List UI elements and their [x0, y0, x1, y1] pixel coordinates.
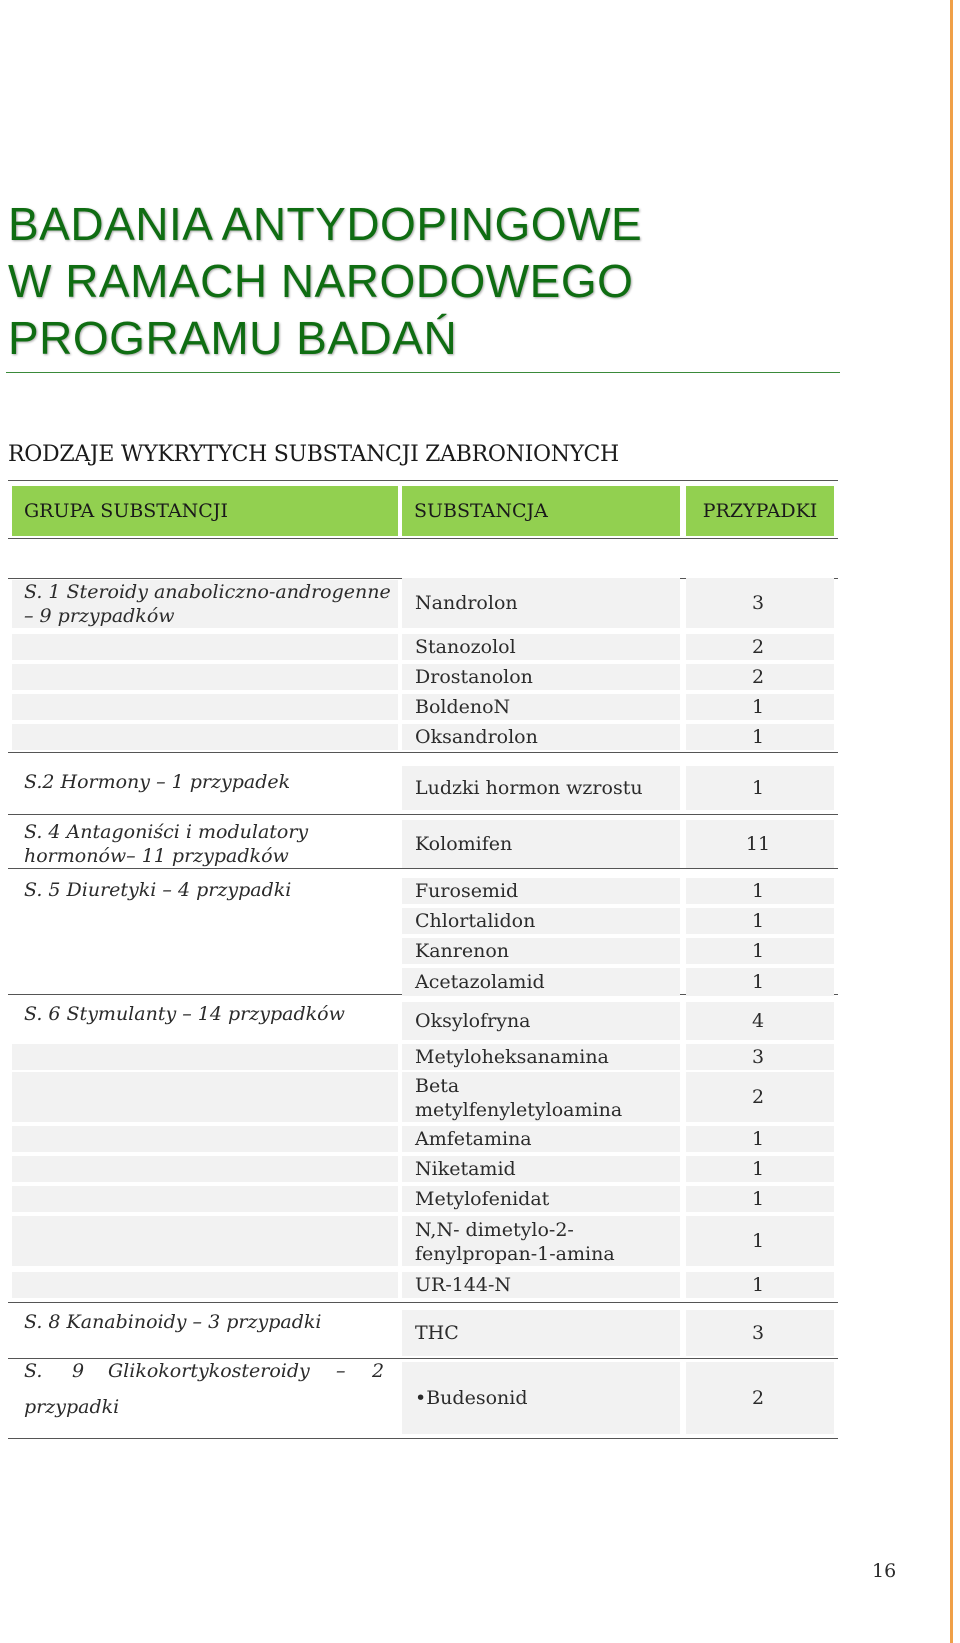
substance-name: Acetazolamid: [415, 971, 545, 993]
substance-name: THC: [415, 1322, 459, 1344]
header-rule-top: [8, 480, 838, 481]
header-rule-bottom: [8, 538, 838, 539]
group-rule: [8, 814, 838, 815]
title-underline: [6, 372, 840, 373]
case-count: 1: [751, 1128, 765, 1150]
case-count: 1: [751, 696, 765, 718]
group-label: S. 8 Kanabinoidy – 3 przypadki: [24, 1311, 322, 1333]
substance-name: Furosemid: [415, 880, 519, 902]
group-cell-bg: [12, 1272, 398, 1298]
table-caption: RODZAJE WYKRYTYCH SUBSTANCJI ZABRONIONYCH: [8, 442, 619, 467]
substance-name: Beta metylfenyletyloamina: [415, 1075, 623, 1121]
case-count: 1: [751, 1188, 765, 1210]
case-count: 1: [751, 1158, 765, 1180]
header-group: GRUPA SUBSTANCJI: [12, 486, 398, 536]
substance-name: Metyloheksanamina: [415, 1046, 609, 1068]
substance-name: Ludzki hormon wzrostu: [415, 777, 643, 799]
group-cell-bg: [12, 1156, 398, 1182]
case-count: 3: [751, 1046, 765, 1068]
group-label-part: Glikokortykosteroidy: [108, 1360, 310, 1382]
case-count: 2: [751, 1387, 765, 1409]
case-count: 1: [751, 940, 765, 962]
substance-name: Stanozolol: [415, 636, 516, 658]
group-rule: [8, 1302, 838, 1303]
page-number: 16: [872, 1560, 897, 1582]
group-cell-bg: [12, 1072, 398, 1122]
group-label-part: –: [336, 1360, 346, 1382]
group-cell-bg: [12, 724, 398, 750]
substance-name: Nandrolon: [415, 592, 518, 614]
group-cell-bg: [12, 1044, 398, 1070]
substance-name: Niketamid: [415, 1158, 516, 1180]
group-label: S. 1 Steroidy anaboliczno-androgenne – 9 przypadków: [24, 581, 391, 627]
group-label: S.2 Hormony – 1 przypadek: [24, 771, 291, 793]
case-count: 1: [751, 1230, 765, 1252]
title-line-3: PROGRAMU BADAŃ: [8, 312, 458, 364]
substance-name: UR-144-N: [415, 1274, 512, 1296]
case-count: 1: [751, 777, 765, 799]
group-cell-bg: [12, 634, 398, 660]
case-count: 1: [751, 880, 765, 902]
page-title: [8, 196, 642, 367]
case-count: 1: [751, 971, 765, 993]
substance-name: N,N- dimetylo-2-fenylpropan-1-amina: [415, 1219, 615, 1265]
group-rule: [8, 1358, 838, 1359]
case-count: 3: [751, 1322, 765, 1344]
case-count: 2: [751, 666, 765, 688]
substance-name: Amfetamina: [415, 1128, 532, 1150]
group-cell-bg: [12, 1186, 398, 1212]
case-count: 2: [751, 636, 765, 658]
header-cases: PRZYPADKI: [686, 486, 834, 536]
substance-name: •Budesonid: [415, 1387, 528, 1409]
substance-name: Oksylofryna: [415, 1010, 531, 1032]
title-line-1: BADANIA ANTYDOPINGOWE: [8, 198, 643, 250]
substance-name: Metylofenidat: [415, 1188, 550, 1210]
case-count: 2: [751, 1086, 765, 1108]
group-label-part: przypadki: [24, 1396, 120, 1418]
group-label-part: 9: [72, 1360, 85, 1382]
case-count: 1: [751, 1274, 765, 1296]
group-label: S. 5 Diuretyki – 4 przypadki: [24, 879, 292, 901]
group-label-part: 2: [372, 1360, 385, 1382]
substance-name: Kanrenon: [415, 940, 509, 962]
group-cell-bg: [12, 1126, 398, 1152]
group-cell-bg: [12, 694, 398, 720]
case-count: 1: [751, 910, 765, 932]
title-line-2: W RAMACH NARODOWEGO: [8, 255, 634, 307]
group-label-part: S.: [24, 1360, 43, 1382]
case-count: 4: [751, 1010, 765, 1032]
group-label: S. 6 Stymulanty – 14 przypadków: [24, 1003, 345, 1025]
substance-name: Chlortalidon: [415, 910, 536, 932]
group-cell-bg: [12, 664, 398, 690]
substance-name: Kolomifen: [415, 833, 513, 855]
group-cell-bg: [12, 1216, 398, 1266]
case-count: 1: [751, 726, 765, 748]
page-edge-rule: [950, 0, 953, 1643]
substance-name: Oksandrolon: [415, 726, 538, 748]
case-count: 11: [745, 833, 771, 855]
substance-name: BoldenoN: [415, 696, 511, 718]
case-count: 3: [751, 592, 765, 614]
header-substance: SUBSTANCJA: [402, 486, 680, 536]
substance-name: Drostanolon: [415, 666, 533, 688]
group-rule: [8, 868, 838, 869]
group-rule: [8, 752, 838, 753]
group-rule: [8, 1438, 838, 1439]
group-label: S. 4 Antagoniści i modulatory hormonów– 11 przypadków: [24, 821, 309, 867]
